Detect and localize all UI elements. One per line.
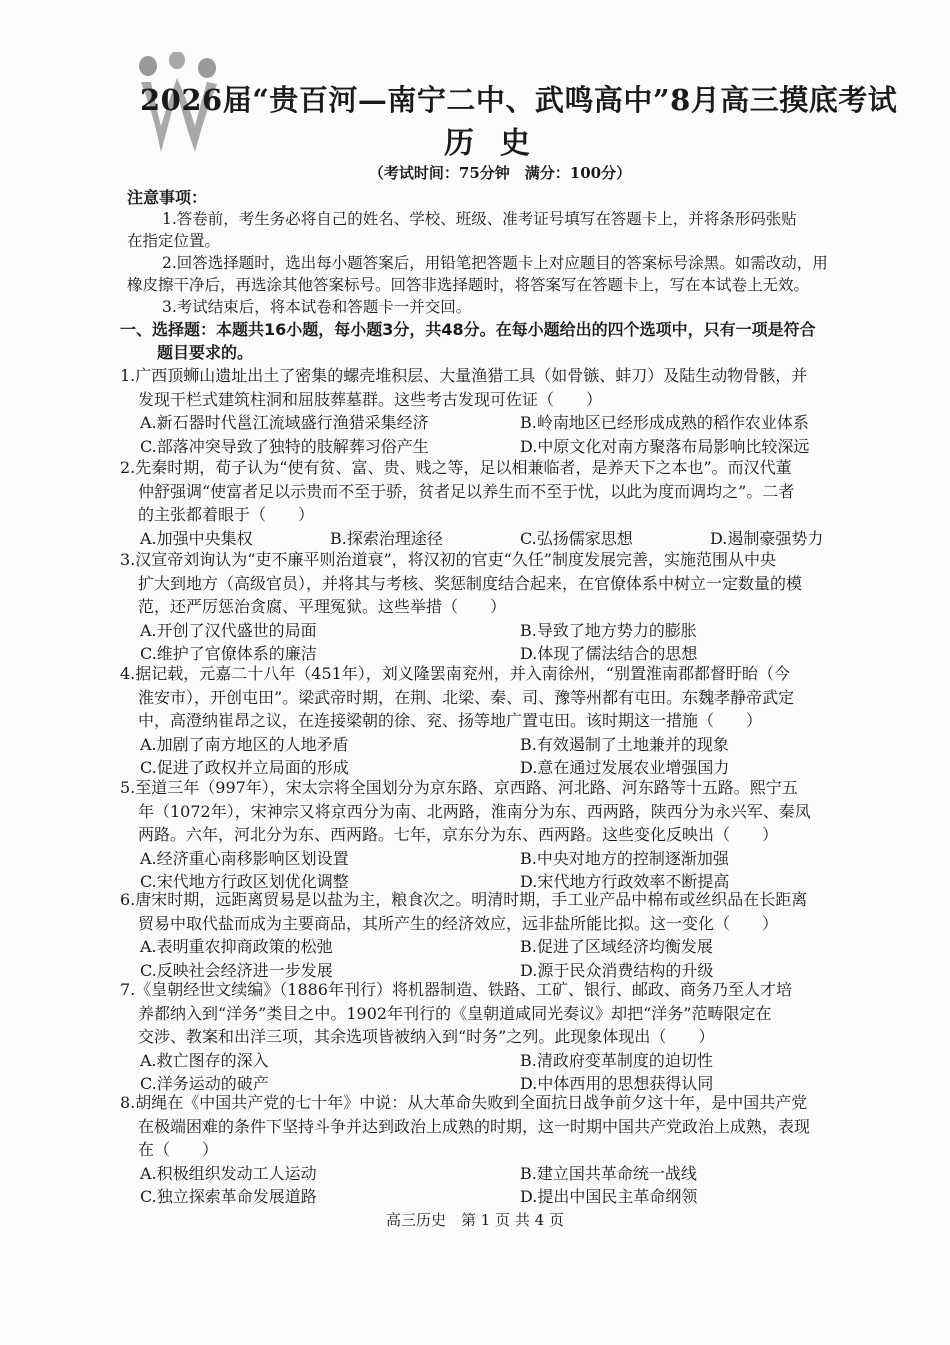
- question-7: [120, 978, 910, 1096]
- question-stem-line: 淮安市），开创屯田”。梁武帝时期，在荆、北梁、秦、司、豫等州都有屯田。东魏孝静帝武定: [138, 687, 795, 707]
- question-stem-line: 范，还严厉惩治贪腐、平理冤狱。这些举措（ ）: [138, 597, 507, 616]
- question-stem-line: 交涉、教案和出洋三项，其余选项皆被纳入到“时务”之列。此现象体现出（ ）: [138, 1027, 715, 1046]
- question-stem-line: 7.《皇朝经世文续编》（1886年刊行）将机器制造、铁路、工矿、银行、邮政、商务乃至人才培: [120, 980, 792, 999]
- question-stem-line: 的主张都着眼于（ ）: [138, 505, 315, 524]
- option-c: C.反映社会经济进一步发展: [140, 960, 333, 980]
- section-heading-line: 题目要求的。: [157, 343, 254, 362]
- section-heading-line: 一、选择题：本题共16小题，每小题3分，共48分。在每小题给出的四个选项中，只有一项是符合: [120, 320, 816, 339]
- option-a: A.经济重心南移影响区划设置: [140, 848, 349, 868]
- option-c: C.洋务运动的破产: [140, 1074, 269, 1093]
- option-c: C.独立探索革命发展道路: [140, 1187, 317, 1206]
- question-stem-line: 4.据记载，元嘉二十八年（451年），刘义隆罢南兖州，并入南徐州，“别置淮南郡都督盱眙（今: [120, 664, 790, 683]
- question-stem-line: 3.汉宣帝刘询认为“吏不廉平则治道衰”，将汉初的官吏“久任”制度发展完善，实施范围从中央: [120, 550, 776, 569]
- question-stem-line: 年（1072年），宋神宗又将京西分为南、北两路，淮南分为东、西两路，陕西分为永兴军、秦凤: [138, 801, 811, 821]
- option-d: D.体现了儒法结合的思想: [520, 644, 698, 663]
- option-c: C.弘扬儒家思想: [520, 528, 633, 548]
- note-line: 1.答卷前，考生务必将自己的姓名、学校、班级、准考证号填写在答题卡上，并将条形码张贴: [162, 210, 797, 228]
- question-3: [120, 548, 910, 666]
- question-stem-line: 两路。六年，河北分为东、西两路。七年，京东分为东、西两路。这些变化反映出（ ）: [138, 825, 779, 844]
- question-stem-line: 5.至道三年（997年），宋太宗将全国划分为京东路、京西路、河北路、河东路等十五路。熙宁五: [120, 778, 798, 797]
- option-b: B.中央对地方的控制逐渐加强: [520, 848, 729, 868]
- option-d: D.源于民众消费结构的升级: [520, 960, 714, 980]
- question-stem-line: 2.先秦时期，荀子认为“使有贫、富、贵、贱之等，足以相兼临者，是养天下之本也”。而汉代董: [120, 458, 792, 477]
- option-b: B.促进了区域经济均衡发展: [520, 937, 713, 956]
- option-a: A.开创了汉代盛世的局面: [140, 620, 317, 640]
- option-d: D.中原文化对南方聚落布局影响比较深远: [520, 436, 810, 456]
- note-line: 橡皮擦干净后，再选涂其他答案标号。回答非选择题时，将答案写在答题卡上，写在本试卷上无效。: [127, 276, 810, 294]
- question-stem-line: 养都纳入到“洋务”类目之中。1902年刊行的《皇朝道咸同光奏议》却把“洋务”范畴限定在: [138, 1003, 772, 1023]
- option-a: A.积极组织发动工人运动: [140, 1163, 317, 1183]
- option-b: B.岭南地区已经形成成熟的稻作农业体系: [520, 413, 809, 432]
- section-heading: [120, 318, 900, 364]
- question-stem-line: 8.胡绳在《中国共产党的七十年》中说：从大革命失败到全面抗日战争前夕这十年，是中国共产党: [120, 1093, 808, 1112]
- option-c: C.促进了政权并立局面的形成: [140, 758, 349, 777]
- option-d: D.意在通过发展农业增强国力: [520, 758, 730, 777]
- option-c: C.维护了官僚体系的廉洁: [140, 644, 317, 663]
- note-line: 2.回答选择题时，选出每小题答案后，用铅笔把答题卡上对应题目的答案标号涂黑。如需改动，用: [162, 254, 828, 272]
- subject-title: 历史: [444, 126, 556, 161]
- question-6: [120, 888, 910, 982]
- exam-info: （考试时间：75分钟 满分：100分）: [368, 164, 632, 182]
- note-line: 在指定位置。: [127, 232, 221, 250]
- question-8: [120, 1091, 910, 1209]
- question-stem-line: 1.广西顶蛳山遗址出土了密集的螺壳堆积层、大量渔猎工具（如骨镞、蚌刀）及陆生动物骨骸，并: [120, 366, 808, 385]
- option-b: B.建立国共革命统一战线: [520, 1163, 697, 1183]
- question-2: [120, 456, 910, 550]
- option-d: D.遏制豪强势力: [710, 528, 824, 548]
- exam-title: 2026届“贵百河—南宁二中、武鸣高中”8月高三摸底考试: [140, 83, 898, 117]
- option-c: C.宋代地方行政区划优化调整: [140, 872, 349, 891]
- question-stem-line: 贸易中取代盐而成为主要商品，其所产生的经济效应，远非盐所能比拟。这一变化（ ）: [138, 913, 779, 933]
- page-footer: 高三历史 第 1 页 共 4 页: [386, 1211, 564, 1229]
- question-stem-line: 6.唐宋时期，远距离贸易是以盐为主，粮食次之。明清时期，手工业产品中棉布或丝织品在长距离: [120, 890, 808, 909]
- option-b: B.有效遏制了土地兼并的现象: [520, 734, 729, 754]
- question-stem-line: 在（ ）: [138, 1140, 219, 1159]
- question-stem-line: 在极端困难的条件下坚持斗争并达到政治上成熟的时期，这一时期中国共产党政治上成熟，表现: [138, 1116, 811, 1136]
- option-a: A.新石器时代邕江流域盛行渔猎采集经济: [140, 413, 429, 432]
- question-1: [120, 364, 910, 458]
- question-stem-line: 发现干栏式建筑柱洞和屈肢葬墓群。这些考古发现可佐证（ ）: [138, 389, 603, 409]
- option-d: D.中体西用的思想获得认同: [520, 1074, 714, 1093]
- option-d: D.提出中国民主革命纲领: [520, 1187, 698, 1206]
- option-a: A.表明重农抑商政策的松弛: [140, 937, 333, 956]
- question-stem-line: 扩大到地方（高级官员），并将其与考核、奖惩制度结合起来，在官僚体系中树立一定数量的模: [138, 573, 803, 593]
- option-b: B.导致了地方势力的膨胀: [520, 620, 697, 640]
- option-b: B.清政府变革制度的迫切性: [520, 1050, 713, 1070]
- option-b: B.探索治理途径: [330, 528, 443, 548]
- question-5: [120, 776, 910, 894]
- question-stem-line: 中，高澄纳崔昂之议，在连接梁朝的徐、兖、扬等地广置屯田。该时期这一措施（ ）: [138, 711, 763, 730]
- option-d: D.宋代地方行政效率不断提高: [520, 872, 730, 891]
- option-a: A.加强中央集权: [140, 528, 253, 548]
- option-c: C.部落冲突导致了独特的肢解葬习俗产生: [140, 436, 429, 456]
- notes-heading: 注意事项：: [127, 188, 208, 207]
- question-4: [120, 662, 910, 780]
- note-line: 3.考试结束后，将本试卷和答题卡一并交回。: [162, 298, 472, 316]
- option-a: A.加剧了南方地区的人地矛盾: [140, 734, 349, 754]
- option-a: A.救亡图存的深入: [140, 1050, 269, 1070]
- question-stem-line: 仲舒强调“使富者足以示贵而不至于骄，贫者足以养生而不至于忧，以此为度而调均之”。二者: [138, 481, 795, 501]
